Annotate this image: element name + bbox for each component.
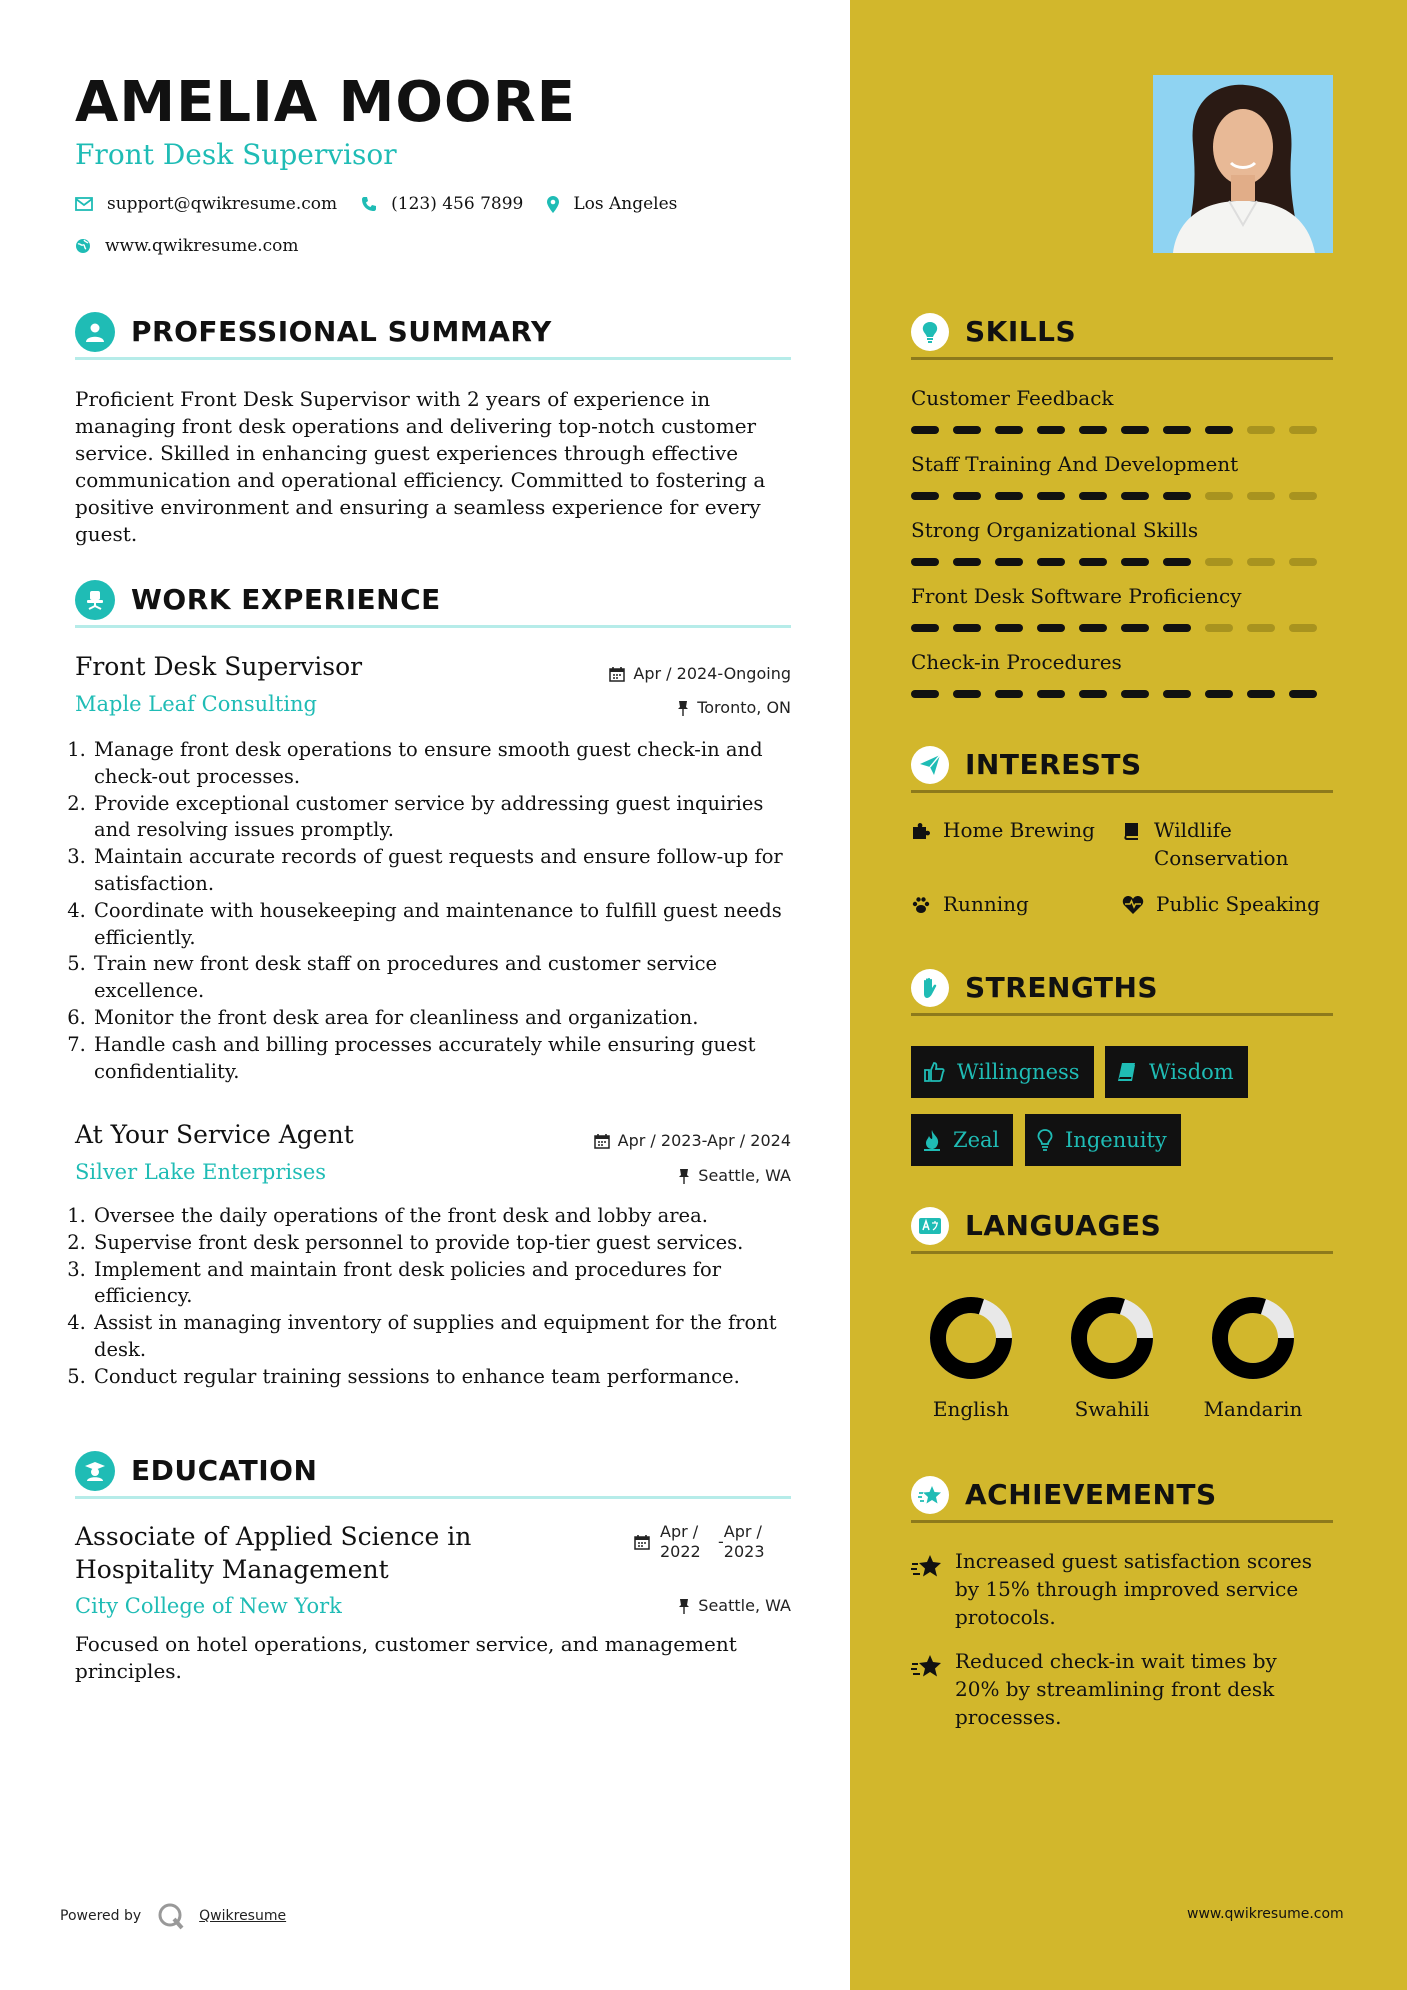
globe-icon — [75, 238, 91, 254]
skill-rating-dash — [995, 690, 1023, 698]
envelope-icon — [75, 197, 93, 211]
skill-rating-dash — [1121, 426, 1149, 434]
candidate-name: AMELIA MOORE — [75, 70, 576, 135]
skill-rating-dash — [953, 426, 981, 434]
paper-plane-icon — [911, 746, 949, 784]
thumbs-up-icon — [923, 1061, 945, 1083]
skill-rating-dash — [995, 492, 1023, 500]
language-name: Mandarin — [1203, 1397, 1303, 1421]
list-item: 2. Supervise front desk personnel to provide top-tier guest services. — [92, 1230, 798, 1257]
skill-rating-dash — [911, 426, 939, 434]
skill-rating-dash — [1289, 690, 1317, 698]
interests-title: INTERESTS — [965, 748, 1142, 781]
skill-rating-dash — [1205, 558, 1233, 566]
job-1-duties — [68, 737, 798, 1085]
skill-rating-dash — [1163, 426, 1191, 434]
star-icon — [911, 1553, 943, 1579]
phone-text: (123) 456 7899 — [391, 194, 524, 214]
skill-rating-dash — [995, 426, 1023, 434]
job-1-title: Front Desk Supervisor — [75, 652, 363, 681]
book-icon — [1122, 821, 1142, 841]
list-item: 1. Oversee the daily operations of the front desk and lobby area. — [92, 1203, 798, 1230]
skill-rating-dash — [1079, 558, 1107, 566]
heartbeat-icon — [1122, 895, 1144, 915]
degree-title: Associate of Applied Science in Hospitality Management — [75, 1522, 472, 1584]
languages-title: LANGUAGES — [965, 1209, 1162, 1242]
pushpin-icon — [678, 1598, 690, 1614]
skill-rating-dash — [1205, 624, 1233, 632]
job-1-company: Maple Leaf Consulting — [75, 692, 318, 716]
contact-phone[interactable] — [361, 194, 523, 214]
skill-rating-dash — [1163, 492, 1191, 500]
job-2-dates: Apr / 2023-Apr / 2024 — [594, 1131, 791, 1150]
achievements-heading — [911, 1475, 1333, 1523]
flame-icon — [923, 1129, 941, 1151]
skill-rating-dash — [1205, 492, 1233, 500]
education-end: Apr / 2023 — [723, 1522, 765, 1561]
office-chair-icon — [75, 580, 115, 620]
education-heading — [75, 1451, 791, 1499]
skill-rating-dash — [1037, 492, 1065, 500]
lightbulb-icon — [911, 313, 949, 351]
hand-icon — [911, 969, 949, 1007]
strength-tag: Ingenuity — [1025, 1114, 1181, 1166]
skill-name: Strong Organizational Skills — [911, 518, 1199, 542]
footer-website[interactable]: www.qwikresume.com — [1187, 1906, 1344, 1922]
skill-name: Check-in Procedures — [911, 650, 1122, 674]
skill-rating-dash — [911, 558, 939, 566]
skill-rating-dash — [1121, 690, 1149, 698]
website-text: www.qwikresume.com — [105, 236, 299, 256]
skill-rating-dash — [911, 624, 939, 632]
list-item: 1. Manage front desk operations to ensure smooth guest check-in and check-out processes. — [92, 737, 798, 791]
skill-rating-dash — [1205, 426, 1233, 434]
language-name: English — [932, 1397, 1010, 1421]
strength-tag: Zeal — [911, 1114, 1013, 1166]
list-item: 7. Handle cash and billing processes accurately while ensuring guest confidentiality. — [92, 1032, 798, 1086]
skill-name: Customer Feedback — [911, 386, 1114, 410]
skill-rating-dash — [1247, 690, 1275, 698]
lightbulb-icon — [1037, 1129, 1053, 1151]
contact-location — [547, 194, 677, 214]
job-1-location: Toronto, ON — [677, 698, 791, 717]
skill-rating-dash — [1079, 690, 1107, 698]
skill-rating-dash — [1037, 426, 1065, 434]
skill-rating-dash — [1247, 426, 1275, 434]
skill-rating-dash — [1247, 624, 1275, 632]
skill-rating-dash — [1289, 624, 1317, 632]
profile-photo — [1153, 75, 1333, 253]
graduate-icon — [75, 1451, 115, 1491]
user-icon — [75, 312, 115, 352]
puzzle-icon — [911, 821, 931, 841]
skill-rating-dash — [1247, 558, 1275, 566]
skill-rating-dash — [911, 690, 939, 698]
skill-rating-dash — [1289, 426, 1317, 434]
star-badge-icon — [911, 1476, 949, 1514]
skills-heading — [911, 312, 1333, 360]
strength-tag: Willingness — [911, 1046, 1094, 1098]
interest-item: Public Speaking — [1122, 890, 1320, 918]
skill-rating-dash — [1121, 624, 1149, 632]
language-name: Swahili — [1074, 1397, 1150, 1421]
contact-row-2 — [75, 236, 323, 256]
contact-website[interactable] — [75, 236, 299, 256]
candidate-title: Front Desk Supervisor — [75, 138, 397, 171]
skill-rating — [911, 492, 1331, 500]
calendar-icon — [609, 666, 625, 682]
skill-rating-dash — [1121, 558, 1149, 566]
paw-icon — [911, 895, 931, 915]
skill-rating-dash — [1247, 492, 1275, 500]
interest-item: Running — [911, 890, 1029, 918]
job-2-company: Silver Lake Enterprises — [75, 1160, 327, 1184]
list-item: 3. Maintain accurate records of guest requests and ensure follow-up for satisfaction. — [92, 844, 798, 898]
list-item: 4. Assist in managing inventory of supplies and equipment for the front desk. — [92, 1310, 798, 1364]
language-donut — [1067, 1293, 1157, 1383]
email-text: support@qwikresume.com — [107, 194, 338, 214]
skill-rating-dash — [1037, 624, 1065, 632]
skill-rating-dash — [953, 558, 981, 566]
skill-rating-dash — [953, 492, 981, 500]
skill-rating — [911, 624, 1331, 632]
school-name: City College of New York — [75, 1594, 342, 1618]
star-icon — [911, 1653, 943, 1679]
language-donut — [1208, 1293, 1298, 1383]
pushpin-icon — [677, 700, 689, 716]
translate-icon — [911, 1207, 949, 1245]
education-start: Apr / 2022 — [660, 1522, 701, 1561]
skill-rating-dash — [953, 624, 981, 632]
interests-heading — [911, 745, 1333, 793]
book-icon — [1117, 1062, 1137, 1082]
skill-rating-dash — [1289, 492, 1317, 500]
education-description: Focused on hotel operations, customer service, and management principles. — [75, 1632, 737, 1683]
skill-rating-dash — [1289, 558, 1317, 566]
skill-rating-dash — [1037, 558, 1065, 566]
skill-rating-dash — [1079, 624, 1107, 632]
strengths-title: STRENGTHS — [965, 971, 1159, 1004]
phone-icon — [361, 196, 377, 212]
education-separator: - — [718, 1532, 724, 1551]
list-item: 6. Monitor the front desk area for cleanliness and organization. — [92, 1005, 798, 1032]
interest-item: Wildlife Conservation — [1122, 816, 1312, 872]
achievement-item: Reduced check-in wait times by 20% by streamlining front desk processes. — [911, 1647, 1321, 1731]
pushpin-icon — [678, 1168, 690, 1184]
summary-title: PROFESSIONAL SUMMARY — [131, 315, 552, 348]
job-2-location: Seattle, WA — [678, 1166, 791, 1185]
skill-rating-dash — [1163, 624, 1191, 632]
skill-name: Front Desk Software Proficiency — [911, 584, 1242, 608]
list-item: 5. Conduct regular training sessions to enhance team performance. — [92, 1364, 798, 1391]
job-1-dates: Apr / 2024-Ongoing — [609, 664, 791, 683]
skill-rating-dash — [1079, 492, 1107, 500]
calendar-icon — [594, 1133, 610, 1149]
achievements-title: ACHIEVEMENTS — [965, 1478, 1217, 1511]
languages-heading — [911, 1206, 1333, 1254]
skill-rating — [911, 558, 1331, 566]
list-item: 5. Train new front desk staff on procedures and customer service excellence. — [92, 951, 798, 1005]
strength-tag: Wisdom — [1105, 1046, 1248, 1098]
experience-heading — [75, 580, 791, 628]
skill-rating-dash — [1163, 690, 1191, 698]
qwikresume-link[interactable]: Qwikresume — [199, 1908, 287, 1924]
contact-email[interactable] — [75, 194, 337, 214]
job-2-duties — [68, 1203, 798, 1391]
skill-rating — [911, 690, 1331, 698]
list-item: 4. Coordinate with housekeeping and maintenance to fulfill guest needs efficiently. — [92, 898, 798, 952]
map-pin-icon — [547, 196, 559, 213]
education-dates — [634, 1522, 782, 1562]
summary-heading — [75, 312, 791, 360]
summary-text: Proficient Front Desk Supervisor with 2 years of experience in managing front desk operations and delivering top-notch customer service. Skilled in enhancing guest experiences through effective communication and operational efficiency. Committed to fostering a positive environment and ensuring a seamless experience for every guest. — [75, 387, 766, 546]
achievement-item: Increased guest satisfaction scores by 15% through improved service protocols. — [911, 1547, 1321, 1631]
skill-rating-dash — [995, 558, 1023, 566]
skill-name: Staff Training And Development — [911, 452, 1239, 476]
powered-by: Powered by Qwikresume — [60, 1902, 286, 1930]
list-item: 2. Provide exceptional customer service by addressing guest inquiries and resolving issues promptly. — [92, 791, 798, 845]
location-text: Los Angeles — [573, 194, 678, 214]
list-item: 3. Implement and maintain front desk policies and procedures for efficiency. — [92, 1257, 798, 1311]
skill-rating-dash — [953, 690, 981, 698]
education-location: Seattle, WA — [678, 1596, 791, 1615]
skill-rating-dash — [1205, 690, 1233, 698]
skill-rating-dash — [995, 624, 1023, 632]
skill-rating-dash — [1079, 426, 1107, 434]
language-donut — [926, 1293, 1016, 1383]
qwikresume-logo-icon — [157, 1902, 185, 1930]
skill-rating-dash — [1121, 492, 1149, 500]
strengths-heading — [911, 968, 1333, 1016]
skill-rating-dash — [1037, 690, 1065, 698]
experience-title: WORK EXPERIENCE — [131, 583, 441, 616]
education-title: EDUCATION — [131, 1454, 318, 1487]
job-2-title: At Your Service Agent — [75, 1120, 354, 1149]
contact-row — [75, 194, 701, 214]
interest-item: Home Brewing — [911, 816, 1095, 844]
skills-title: SKILLS — [965, 315, 1077, 348]
skill-rating-dash — [911, 492, 939, 500]
calendar-icon — [634, 1534, 650, 1550]
skill-rating — [911, 426, 1331, 434]
skill-rating-dash — [1163, 558, 1191, 566]
